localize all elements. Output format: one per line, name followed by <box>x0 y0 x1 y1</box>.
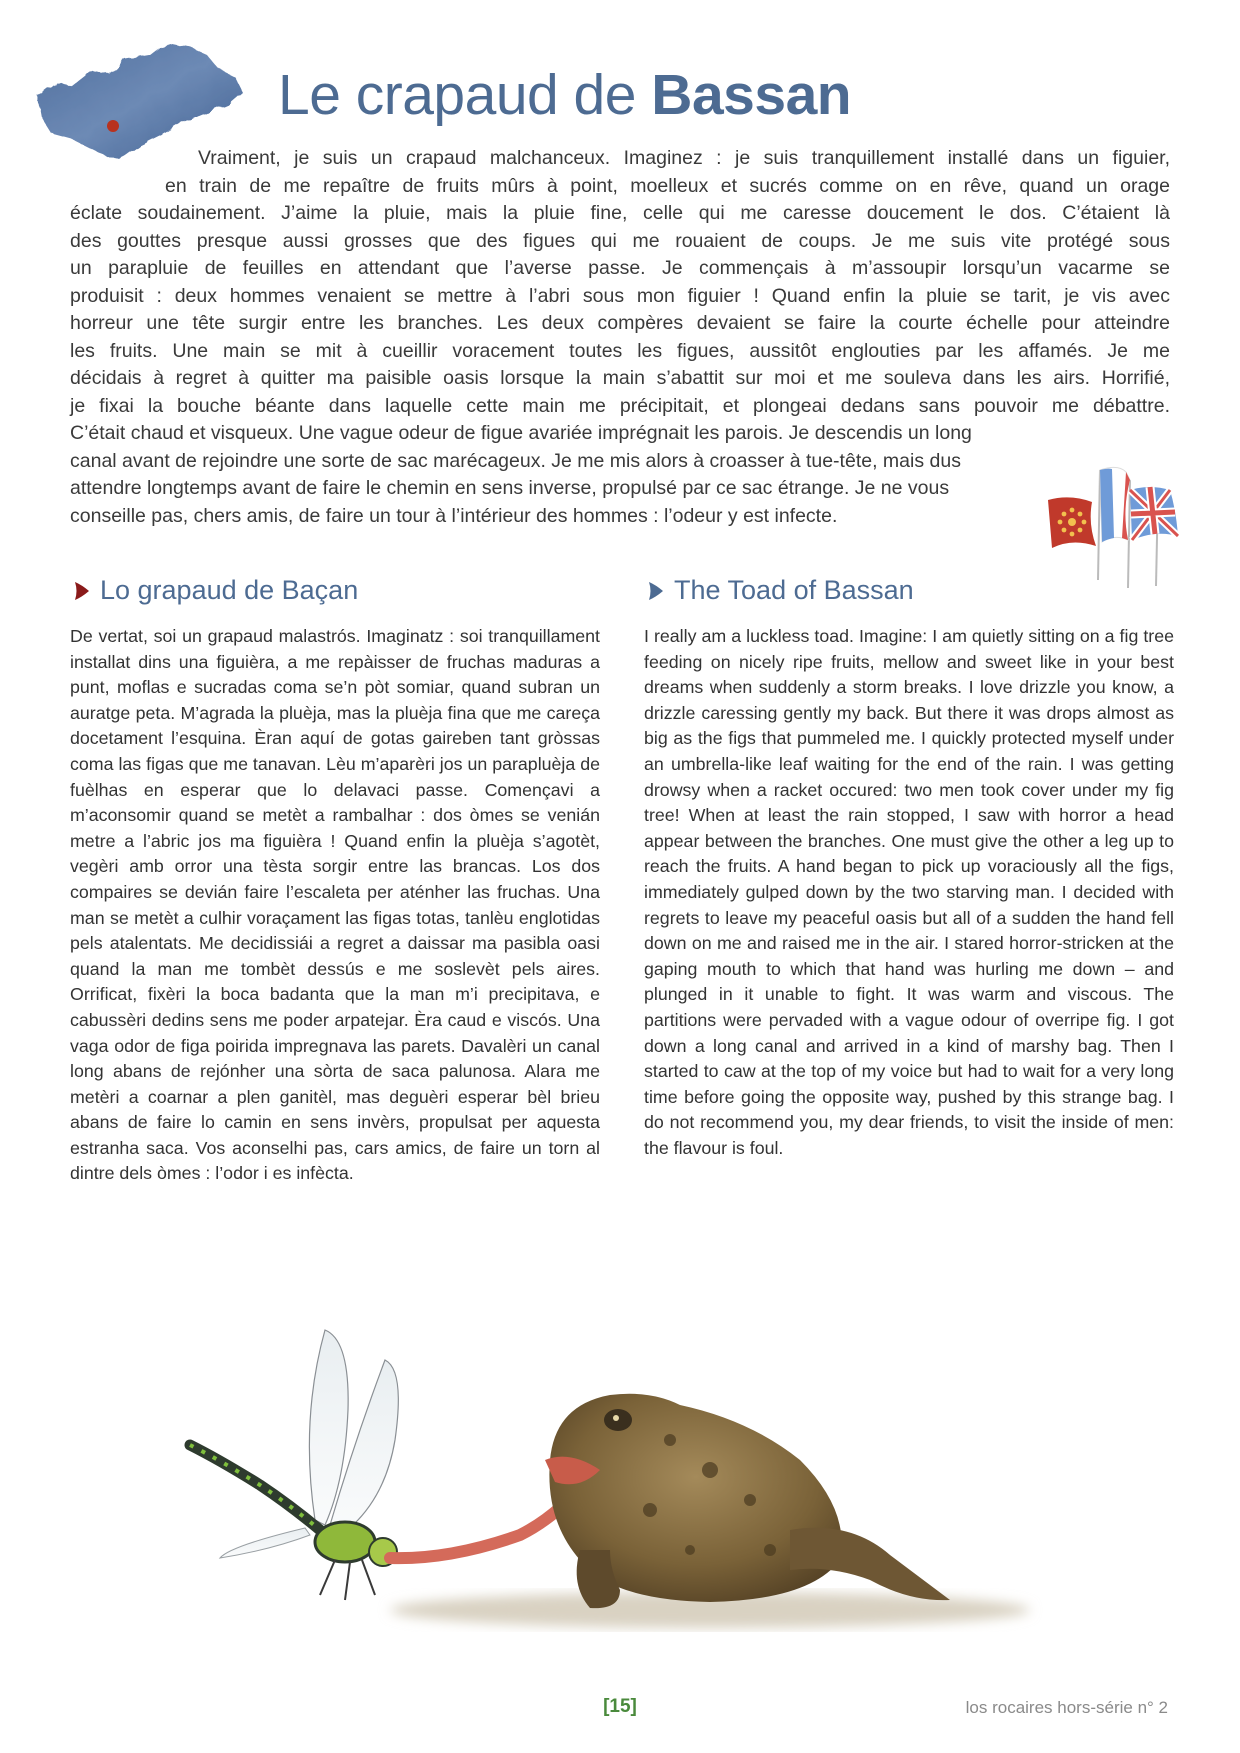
intro-line: un parapluie de feuilles en attendant que l’averse passe. Je commençais à m’assoupir lorsqu’un vacarme se <box>70 257 1170 279</box>
intro-line: canal avant de rejoindre une sorte de sac marécageux. Je me mis alors à croasser à tue-tête, mais dus <box>70 449 961 472</box>
english-heading-text: The Toad of Bassan <box>674 575 914 605</box>
flags-icon <box>1030 450 1210 590</box>
intro-line: horreur une tête surgir entre les branches. Les deux compères devaient se faire la courte échelle pour atteindre <box>70 312 1170 334</box>
page-number: [15] <box>603 1696 637 1717</box>
intro-line: C’était chaud et visqueux. Une vague odeur de figue avariée imprégnait les parois. Je descendis un long <box>70 422 972 444</box>
intro-paragraph <box>70 145 1170 530</box>
english-text: I really am a luckless toad. Imagine: I am quietly sitting on a fig tree feeding on nicely ripe fruits, mellow and sweet like in your best dreams when suddenly a storm breaks. I love drizzle you know, a drizzle caressing gently my back. But there it was drops almost as big as the figs that pummeled me. I quickly protected myself under an umbrella-like leaf waiting for the end of the rain. I was getting drowsy when a racket occured: two men took cover under my fig tree! When at least the rain stopped, I saw with horror a head appear between the branches. One must give the other a leg up to reach the fruits. A hand began to pick up voraciously all the figs, immediately gulped down by the two starving man. I decided with regrets to leave my peaceful oasis but all of a sudden the hand fell down on me and raised me in the air. I stared horror-stricken at the gaping mouth to which that hand was hurling me down – and plunged in it unable to fight. It was warm and viscous. The partitions were pervaded with a vague odour of overripe fig. I got down a long canal and arrived in a kind of marshy bag. Then I started to caw at the top of my voice but had to wait for a very long time before going the opposite way, pushed by this strange bag. I do not recommend you, my dear friends, to visit the inside of men: the flavour is foul. <box>644 626 1174 1158</box>
intro-line: les fruits. Une main se mit à cueillir voracement toutes les figues, aussitôt englouties par les affamés. Je me <box>70 339 1170 362</box>
title-light: Le crapaud de <box>278 63 652 127</box>
english-column <box>644 575 1174 1161</box>
occitan-text: De vertat, soi un grapaud malastrós. Imaginatz : soi tranquillament installat dins una figuièra, a me repàisser de fruchas maduras a punt, moflas e sucradas coma se’n pòt somiar, quand subran un auratge peta. M’agrada la pluèja, mas la pluèja fina que me careça docetament l’esquina. Èran aquí de gotas gaireben tant gròssas coma las figas que me tanavan. Lèu m’aparèri jos un parapluèja de fuèlhas en esperar que lo delavaci passe. Començavi a m’aconsomir quand se metèt a rambalhar : dos òmes se venián metre a l’abric jos ma figuièra ! Quand enfin la pluèja s’agotèt, vegèri amb orror una tèsta sorgir entre las brancas. Los dos compaires se devián faire l’escaleta per aténher las fruchas. Una man se metèt a culhir voraçament las figas totas, tanlèu englotidas pels atalentats. Me decidissiái a regret a daissar ma pasibla oasi quand la man me tombèt dessús e me soslevèt pels aires. Orrificat, fixèri la boca badanta que la man m’i precipitava, e cabussèri dedins sens me poder arpatejar. Èra caud e viscós. Una vaga odor de figa poirida impregnava las parets. Davalèri un canal long abans de rejónher una sòrta de saca palunosa. Alara me metèri a coarnar a plen ganitèl, mas deguèri esperar bèl brieu abans de faire lo camin en sens invèrs, propulsat per aquesta estranha saca. Vos aconselhi pas, cars amics, de faire un torn al dintre dels òmes : l’odor i es infècta. <box>70 626 600 1184</box>
intro-line: éclate soudainement. J’aime la pluie, mais la pluie fine, celle qui me caresse doucement le dos. C’étaient là <box>70 202 1170 224</box>
intro-line: attendre longtemps avant de faire le chemin en sens inverse, propulsé par ce sac étrange. Je ne vous <box>70 477 950 499</box>
page-title <box>278 62 851 128</box>
intro-line: décidais à regret à quitter ma paisible oasis lorsque la main s’abattit sur moi et me souleva dans les airs. Horrifié, <box>70 367 1170 389</box>
toad-dragonfly-illustration-icon <box>150 1310 1070 1640</box>
intro-line: des gouttes presque aussi grosses que des figues qui me rouaient de coups. Je me suis vite protégé sous <box>70 229 1170 252</box>
intro-line: en train de me repaître de fruits mûrs à point, moelleux et sucrés comme on en rêve, quand un orage <box>165 174 1170 197</box>
intro-line: je fixai la bouche béante dans laquelle cette main me précipitait, et plongeai dedans sans pouvoir me débattre. <box>70 394 1170 417</box>
title-bold: Bassan <box>651 63 852 127</box>
english-heading <box>644 575 1174 606</box>
magazine-name: los rocaires hors-série n° 2 <box>965 1698 1168 1717</box>
arrow-bullet-icon <box>644 579 668 603</box>
occitan-heading <box>70 575 600 606</box>
intro-line: conseille pas, chers amis, de faire un tour à l’intérieur des hommes : l’odeur y est infecte. <box>70 504 838 527</box>
intro-line: Vraiment, je suis un crapaud malchanceux. Imaginez : je suis tranquillement installé dans un figuier, <box>198 147 1170 169</box>
occitan-column <box>70 575 600 1187</box>
occitan-heading-text: Lo grapaud de Baçan <box>100 575 359 605</box>
arrow-bullet-icon <box>70 579 94 603</box>
intro-line: produisit : deux hommes venaient se mettre à l’abri sous mon figuier ! Quand enfin la pluie se tarit, je vis avec <box>70 284 1170 307</box>
